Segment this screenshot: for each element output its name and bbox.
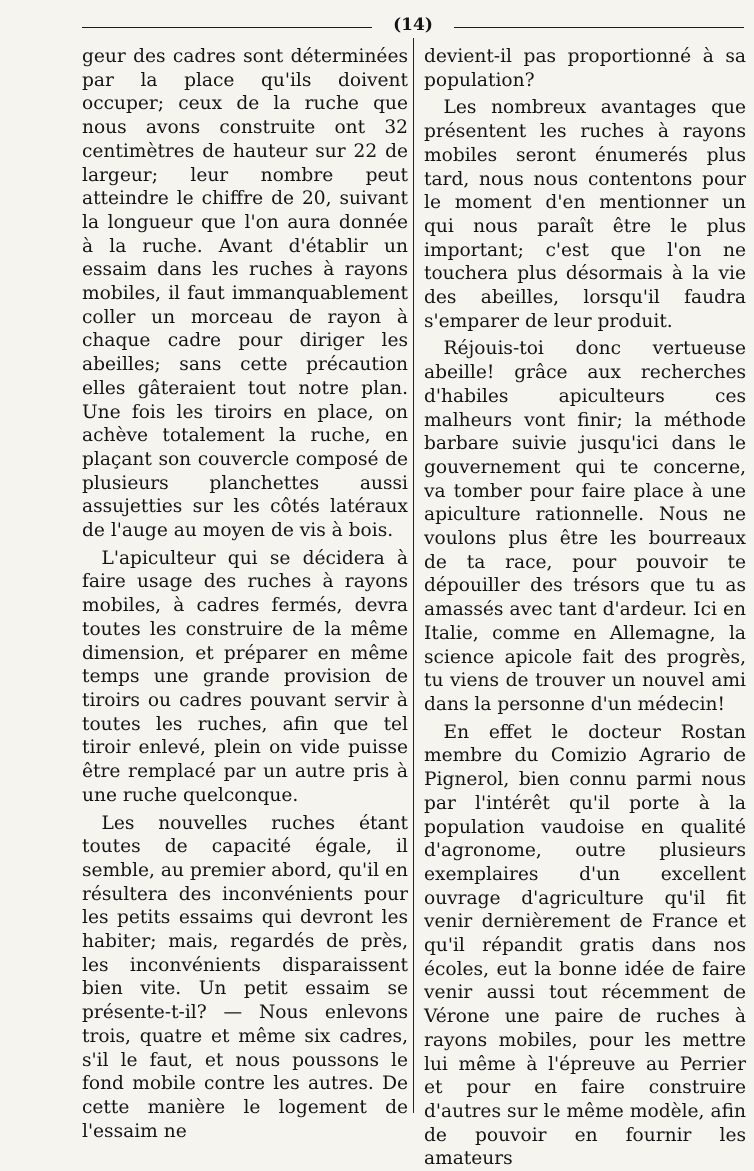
paragraph: Réjouis-toi donc vertueuse abeille! grâce aux recherches d'habiles apiculteurs ces malheurs vont finir; la méthode barbare suivie jusqu'ici dans le gouvernement qui te concerne, va tomber pour faire place à une apiculture rationnelle. Nous ne voulons plus être les bourreaux de ta race, pour pouvoir te dépouiller des trésors que tu as amassés avec tant d'ardeur. Ici en Italie, comme en Allemagne, la science apicole fait des progrès, tu viens de trouver un nouvel ami dans la personne d'un médecin! (424, 338, 746, 715)
page-header (82, 14, 744, 36)
page-number: (14) (393, 15, 433, 35)
right-column (424, 45, 746, 1171)
header-rule-right (454, 27, 744, 28)
left-column (82, 45, 408, 1143)
paragraph: En effet le docteur Rostan membre du Comizio Agrario de Pignerol, bien connu parmi nous par l'intérêt qu'il porte à la population vaudoise en qualité d'agronome, outre plusieurs exemplaires d'un excellent ouvrage d'agriculture qu'il fit venir dernièrement de France et qu'il répandit gratis dans nos écoles, eut la bonne idée de faire venir aussi tout récemment de Vérone une paire de ruches à rayons mobiles, pour les mettre lui même à l'épreuve au Perrier et pour en faire construire d'autres sur le même modèle, afin de pouvoir en fournir les amateurs (424, 721, 746, 1170)
column-divider (413, 38, 414, 1113)
paragraph: devient-il pas proportionné à sa population? (424, 46, 746, 91)
paragraph: Les nouvelles ruches étant toutes de capacité égale, il semble, au premier abord, qu'il en résultera des inconvénients pour les petits essaims qui devront les habiter; mais, regardés de près, les inconvénients disparaissent bien vite. Un petit essaim se présente-t-il? — Nous enlevons trois, quatre et même six cadres, s'il le faut, et nous poussons le fond mobile contre les autres. De cette manière le logement de l'essaim ne (82, 812, 408, 1142)
header-rule-left (82, 27, 372, 28)
paragraph: geur des cadres sont déterminées par la place qu'ils doivent occuper; ceux de la ruche que nous avons construite ont 32 centimètres de hauteur sur 22 de largeur; leur nombre peut atteindre le chiffre de 20, suivant la longueur que l'on aura donnée à la ruche. Avant d'établir un essaim dans les ruches à rayons mobiles, il faut immanquablement coller un morceau de rayon à chaque cadre pour diriger les abeilles; sans cette précaution elles gâteraient tout notre plan. Une fois les tiroirs en place, on achève totalement la ruche, en plaçant son couvercle composé de plusieurs planchettes aussi assujetties sur les côtés latéraux de l'auge au moyen de vis à bois. (82, 46, 408, 542)
paragraph: Les nombreux avantages que présentent les ruches à rayons mobiles seront énumerés plus tard, nous nous contentons pour le moment d'en mentionner un qui nous paraît être le plus important; c'est que l'on ne touchera plus désormais à la vie des abeilles, lorsqu'il faudra s'emparer de leur produit. (424, 97, 746, 332)
paragraph: L'apiculteur qui se décidera à faire usage des ruches à rayons mobiles, à cadres fermés, devra toutes les construire de la même dimension, et préparer en même temps une grande provision de tiroirs ou cadres pouvant servir à toutes les ruches, afin que tel tiroir enlevé, plein on vide puisse être remplacé par un autre pris à une ruche quelconque. (82, 547, 408, 806)
